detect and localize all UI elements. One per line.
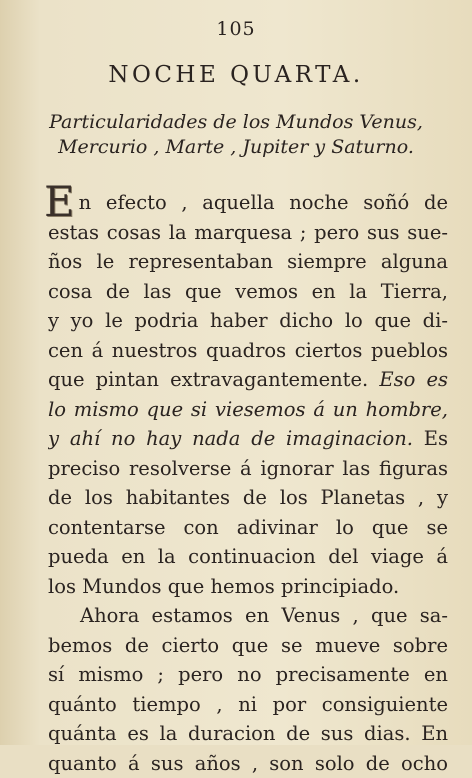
text-line: cosa de las que vemos en la Tierra, <box>48 277 448 307</box>
text-line: quánto tiempo , ni por consiguiente <box>48 690 448 720</box>
text-line: y ahí no hay nada de imaginacion. Es <box>48 424 448 454</box>
page-number: 105 <box>0 18 472 40</box>
text-line: contentarse con adivinar lo que se <box>48 513 448 543</box>
text-line: pueda en la continuacion del viage á <box>48 542 448 572</box>
drop-cap: E <box>44 187 75 216</box>
subtitle-line: Mercurio , Marte , Jupiter y Saturno. <box>20 135 452 160</box>
text-line: cen á nuestros quadros ciertos pueblos <box>48 336 448 366</box>
text-line: bemos de cierto que se mueve sobre <box>48 631 448 661</box>
text-line: Ahora estamos en Venus , que sa- <box>48 601 448 631</box>
body-text <box>48 188 448 778</box>
text-line: preciso resolverse á ignorar las figuras <box>48 454 448 484</box>
subtitle-line: Particularidades de los Mundos Venus, <box>20 110 452 135</box>
chapter-title: NOCHE QUARTA. <box>0 62 472 88</box>
chapter-subtitle <box>20 110 452 160</box>
text-line: de los habitantes de los Planetas , y <box>48 483 448 513</box>
text-line: quánta es la duracion de sus dias. En <box>48 719 448 749</box>
text-line: y yo le podria haber dicho lo que di- <box>48 306 448 336</box>
text-line: estas cosas la marquesa ; pero sus sue- <box>48 218 448 248</box>
text-line: los Mundos que hemos principiado. <box>48 572 448 602</box>
text-line: sí mismo ; pero no precisamente en <box>48 660 448 690</box>
text-line: lo mismo que si viesemos á un hombre, <box>48 395 448 425</box>
text-line: ños le representaban siempre alguna <box>48 247 448 277</box>
text-line: quanto á sus años , son solo de ocho <box>48 749 448 778</box>
text-line: que pintan extravagantemente. Eso es <box>48 365 448 395</box>
text-line: En efecto , aquella noche soñó de <box>48 188 448 218</box>
